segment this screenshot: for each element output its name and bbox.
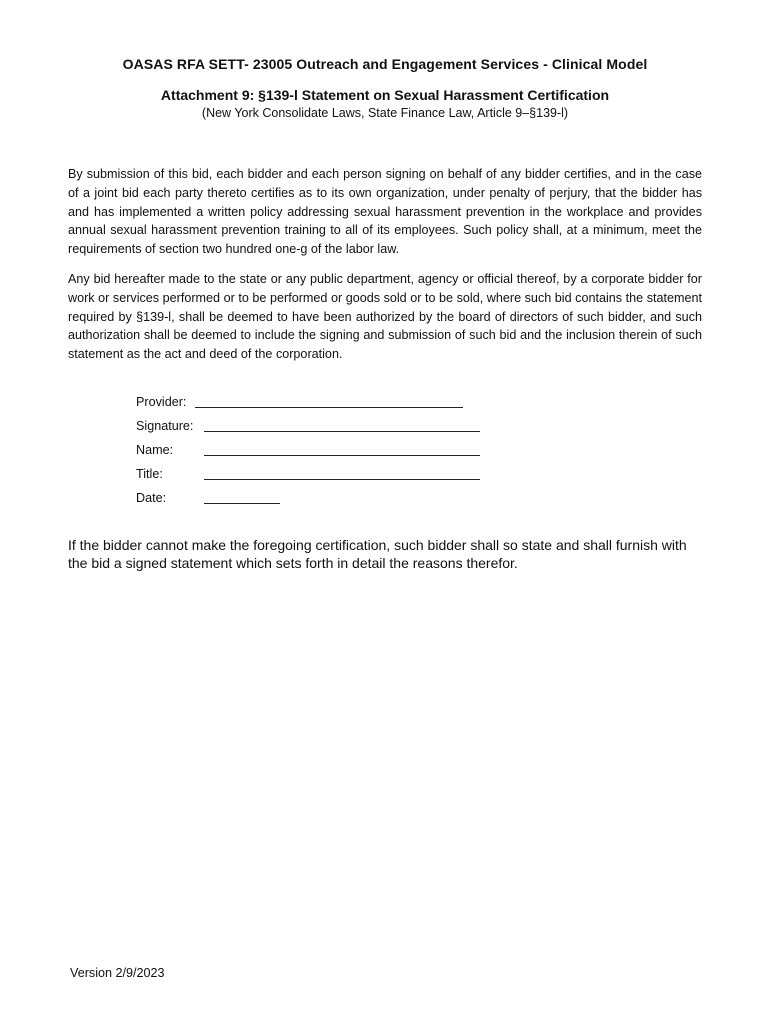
- date-field[interactable]: [204, 503, 280, 504]
- date-label: Date:: [136, 491, 167, 505]
- provider-field[interactable]: [195, 407, 463, 408]
- signature-field[interactable]: [204, 431, 480, 432]
- name-label: Name:: [136, 443, 174, 457]
- title-field[interactable]: [204, 479, 480, 480]
- provider-label: Provider:: [136, 395, 187, 409]
- closing-statement: If the bidder cannot make the foregoing certification, such bidder shall so state and shall furnish with the bid a signed statement which sets forth in detail the reasons therefor.: [68, 537, 687, 571]
- provider-field-row: [136, 393, 186, 411]
- version-footer: Version 2/9/2023: [70, 966, 165, 980]
- attachment-title: Attachment 9: §139-l Statement on Sexual Harassment Certification: [160, 87, 610, 103]
- name-field[interactable]: [204, 455, 480, 456]
- date-field-row: [136, 489, 166, 507]
- authorization-paragraph: Any bid hereafter made to the state or any public department, agency or official thereof, by a corporate bidder for work or services performed or to be performed or goods sold or to be sold, where such bid contains the statement required by §139-l, shall be deemed to have been authorized by the board of directors of such bidder, and such authorization shall be deemed to include the signing and submission of such bid and the inclusion therein of such statement as the act and deed of the corporation.: [68, 272, 702, 362]
- law-citation: (New York Consolidate Laws, State Finance Law, Article 9–§139-l): [201, 106, 569, 120]
- signature-label: Signature:: [136, 419, 194, 433]
- title-field-row: [136, 465, 163, 483]
- name-field-row: [136, 441, 173, 459]
- title-label: Title:: [136, 467, 163, 481]
- signature-field-row: [136, 417, 193, 435]
- certification-paragraph: By submission of this bid, each bidder and each person signing on behalf of any bidder certifies, and in the case of a joint bid each party thereto certifies as to its own organization, under penalty of perjury, that the bidder has and has implemented a written policy addressing sexual harassment prevention in the workplace and provides annual sexual harassment prevention training to all of its employees. Such policy shall, at a minimum, meet the requirements of section two hundred one-g of the labor law.: [68, 167, 702, 257]
- document-title: OASAS RFA SETT- 23005 Outreach and Engagement Services - Clinical Model: [122, 56, 648, 72]
